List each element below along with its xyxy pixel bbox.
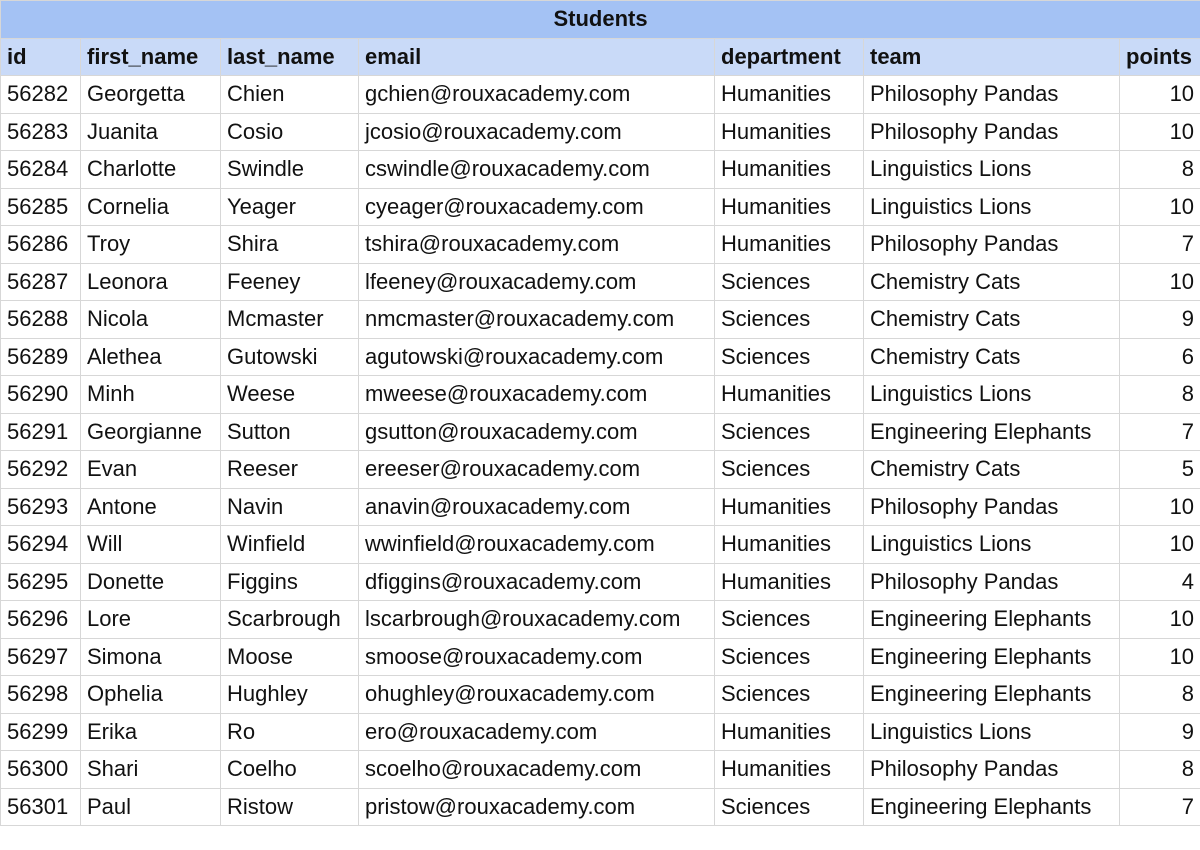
department-cell[interactable]: Humanities <box>715 76 864 114</box>
table-row <box>1 488 1200 526</box>
column-header-team[interactable]: team <box>864 38 1120 76</box>
team-cell[interactable]: Linguistics Lions <box>864 188 1120 226</box>
id-cell[interactable]: 56287 <box>1 263 81 301</box>
points-cell[interactable]: 10 <box>1120 638 1200 676</box>
team-cell[interactable]: Engineering Elephants <box>864 638 1120 676</box>
table-row <box>1 226 1200 264</box>
department-cell[interactable]: Humanities <box>715 376 864 414</box>
id-cell[interactable]: 56295 <box>1 563 81 601</box>
points-cell[interactable]: 10 <box>1120 263 1200 301</box>
last-name-cell[interactable]: Coelho <box>221 751 359 789</box>
last-name-cell[interactable]: Ro <box>221 713 359 751</box>
email-cell[interactable]: smoose@rouxacademy.com <box>359 638 715 676</box>
column-header-points[interactable]: points <box>1120 38 1200 76</box>
department-cell[interactable]: Sciences <box>715 451 864 489</box>
department-cell[interactable]: Humanities <box>715 713 864 751</box>
id-cell[interactable]: 56283 <box>1 113 81 151</box>
table-row <box>1 263 1200 301</box>
table-row <box>1 713 1200 751</box>
last-name-cell[interactable]: Figgins <box>221 563 359 601</box>
department-cell[interactable]: Sciences <box>715 263 864 301</box>
first-name-cell[interactable]: Evan <box>81 451 221 489</box>
id-cell[interactable]: 56297 <box>1 638 81 676</box>
first-name-cell[interactable]: Nicola <box>81 301 221 339</box>
team-cell[interactable]: Engineering Elephants <box>864 788 1120 826</box>
id-cell[interactable]: 56288 <box>1 301 81 339</box>
column-header-last-name[interactable]: last_name <box>221 38 359 76</box>
email-cell[interactable]: anavin@rouxacademy.com <box>359 488 715 526</box>
email-cell[interactable]: cyeager@rouxacademy.com <box>359 188 715 226</box>
table-row <box>1 188 1200 226</box>
table-row <box>1 338 1200 376</box>
points-cell[interactable]: 10 <box>1120 188 1200 226</box>
table-row <box>1 563 1200 601</box>
points-cell[interactable]: 9 <box>1120 713 1200 751</box>
first-name-cell[interactable]: Erika <box>81 713 221 751</box>
points-cell[interactable]: 8 <box>1120 676 1200 714</box>
points-cell[interactable]: 10 <box>1120 488 1200 526</box>
first-name-cell[interactable]: Leonora <box>81 263 221 301</box>
last-name-cell[interactable]: Reeser <box>221 451 359 489</box>
table-row <box>1 301 1200 339</box>
team-cell[interactable]: Linguistics Lions <box>864 713 1120 751</box>
id-cell[interactable]: 56290 <box>1 376 81 414</box>
department-cell[interactable]: Humanities <box>715 113 864 151</box>
points-cell[interactable]: 7 <box>1120 226 1200 264</box>
points-cell[interactable]: 4 <box>1120 563 1200 601</box>
email-cell[interactable]: agutowski@rouxacademy.com <box>359 338 715 376</box>
team-cell[interactable]: Chemistry Cats <box>864 263 1120 301</box>
department-cell[interactable]: Sciences <box>715 301 864 339</box>
department-cell[interactable]: Sciences <box>715 601 864 639</box>
last-name-cell[interactable]: Swindle <box>221 151 359 189</box>
id-cell[interactable]: 56284 <box>1 151 81 189</box>
email-cell[interactable]: lscarbrough@rouxacademy.com <box>359 601 715 639</box>
team-cell[interactable]: Chemistry Cats <box>864 301 1120 339</box>
department-cell[interactable]: Humanities <box>715 488 864 526</box>
email-cell[interactable]: pristow@rouxacademy.com <box>359 788 715 826</box>
id-cell[interactable]: 56300 <box>1 751 81 789</box>
table-body <box>1 76 1200 826</box>
first-name-cell[interactable]: Georgetta <box>81 76 221 114</box>
team-cell[interactable]: Philosophy Pandas <box>864 76 1120 114</box>
email-cell[interactable]: ereeser@rouxacademy.com <box>359 451 715 489</box>
column-header-email[interactable]: email <box>359 38 715 76</box>
last-name-cell[interactable]: Moose <box>221 638 359 676</box>
last-name-cell[interactable]: Shira <box>221 226 359 264</box>
department-cell[interactable]: Sciences <box>715 413 864 451</box>
table-row <box>1 601 1200 639</box>
id-cell[interactable]: 56293 <box>1 488 81 526</box>
table-row <box>1 413 1200 451</box>
email-cell[interactable]: wwinfield@rouxacademy.com <box>359 526 715 564</box>
department-cell[interactable]: Humanities <box>715 526 864 564</box>
column-header-id[interactable]: id <box>1 38 81 76</box>
column-header-department[interactable]: department <box>715 38 864 76</box>
first-name-cell[interactable]: Lore <box>81 601 221 639</box>
email-cell[interactable]: jcosio@rouxacademy.com <box>359 113 715 151</box>
last-name-cell[interactable]: Navin <box>221 488 359 526</box>
team-cell[interactable]: Philosophy Pandas <box>864 751 1120 789</box>
email-cell[interactable]: dfiggins@rouxacademy.com <box>359 563 715 601</box>
first-name-cell[interactable]: Shari <box>81 751 221 789</box>
team-cell[interactable]: Philosophy Pandas <box>864 226 1120 264</box>
first-name-cell[interactable]: Will <box>81 526 221 564</box>
email-cell[interactable]: lfeeney@rouxacademy.com <box>359 263 715 301</box>
first-name-cell[interactable]: Charlotte <box>81 151 221 189</box>
last-name-cell[interactable]: Hughley <box>221 676 359 714</box>
points-cell[interactable]: 10 <box>1120 113 1200 151</box>
email-cell[interactable]: gchien@rouxacademy.com <box>359 76 715 114</box>
first-name-cell[interactable]: Troy <box>81 226 221 264</box>
table-row <box>1 676 1200 714</box>
table-row <box>1 151 1200 189</box>
team-cell[interactable]: Chemistry Cats <box>864 338 1120 376</box>
column-header-first-name[interactable]: first_name <box>81 38 221 76</box>
points-cell[interactable]: 7 <box>1120 413 1200 451</box>
id-cell[interactable]: 56294 <box>1 526 81 564</box>
id-cell[interactable]: 56285 <box>1 188 81 226</box>
id-cell[interactable]: 56282 <box>1 76 81 114</box>
email-cell[interactable]: cswindle@rouxacademy.com <box>359 151 715 189</box>
last-name-cell[interactable]: Feeney <box>221 263 359 301</box>
id-cell[interactable]: 56292 <box>1 451 81 489</box>
first-name-cell[interactable]: Paul <box>81 788 221 826</box>
table-row <box>1 76 1200 114</box>
points-cell[interactable]: 9 <box>1120 301 1200 339</box>
email-cell[interactable]: scoelho@rouxacademy.com <box>359 751 715 789</box>
last-name-cell[interactable]: Weese <box>221 376 359 414</box>
table-row <box>1 526 1200 564</box>
department-cell[interactable]: Humanities <box>715 226 864 264</box>
first-name-cell[interactable]: Ophelia <box>81 676 221 714</box>
points-cell[interactable]: 7 <box>1120 788 1200 826</box>
id-cell[interactable]: 56298 <box>1 676 81 714</box>
last-name-cell[interactable]: Scarbrough <box>221 601 359 639</box>
last-name-cell[interactable]: Winfield <box>221 526 359 564</box>
last-name-cell[interactable]: Sutton <box>221 413 359 451</box>
department-cell[interactable]: Sciences <box>715 338 864 376</box>
first-name-cell[interactable]: Simona <box>81 638 221 676</box>
first-name-cell[interactable]: Minh <box>81 376 221 414</box>
table-row <box>1 376 1200 414</box>
points-cell[interactable]: 8 <box>1120 151 1200 189</box>
table-row <box>1 451 1200 489</box>
team-cell[interactable]: Philosophy Pandas <box>864 488 1120 526</box>
points-cell[interactable]: 8 <box>1120 376 1200 414</box>
title-row <box>1 1 1200 39</box>
id-cell[interactable]: 56296 <box>1 601 81 639</box>
team-cell[interactable]: Engineering Elephants <box>864 676 1120 714</box>
last-name-cell[interactable]: Chien <box>221 76 359 114</box>
id-cell[interactable]: 56291 <box>1 413 81 451</box>
department-cell[interactable]: Humanities <box>715 188 864 226</box>
department-cell[interactable]: Humanities <box>715 151 864 189</box>
first-name-cell[interactable]: Juanita <box>81 113 221 151</box>
table-row <box>1 751 1200 789</box>
id-cell[interactable]: 56286 <box>1 226 81 264</box>
department-cell[interactable]: Humanities <box>715 563 864 601</box>
last-name-cell[interactable]: Yeager <box>221 188 359 226</box>
first-name-cell[interactable]: Donette <box>81 563 221 601</box>
table-title[interactable]: Students <box>1 1 1200 39</box>
email-cell[interactable]: mweese@rouxacademy.com <box>359 376 715 414</box>
header-row <box>1 38 1200 76</box>
points-cell[interactable]: 10 <box>1120 76 1200 114</box>
email-cell[interactable]: ero@rouxacademy.com <box>359 713 715 751</box>
first-name-cell[interactable]: Antone <box>81 488 221 526</box>
first-name-cell[interactable]: Alethea <box>81 338 221 376</box>
points-cell[interactable]: 5 <box>1120 451 1200 489</box>
team-cell[interactable]: Engineering Elephants <box>864 413 1120 451</box>
points-cell[interactable]: 6 <box>1120 338 1200 376</box>
department-cell[interactable]: Sciences <box>715 638 864 676</box>
first-name-cell[interactable]: Cornelia <box>81 188 221 226</box>
id-cell[interactable]: 56301 <box>1 788 81 826</box>
table-row <box>1 113 1200 151</box>
email-cell[interactable]: ohughley@rouxacademy.com <box>359 676 715 714</box>
team-cell[interactable]: Philosophy Pandas <box>864 563 1120 601</box>
email-cell[interactable]: nmcmaster@rouxacademy.com <box>359 301 715 339</box>
team-cell[interactable]: Linguistics Lions <box>864 151 1120 189</box>
last-name-cell[interactable]: Cosio <box>221 113 359 151</box>
last-name-cell[interactable]: Ristow <box>221 788 359 826</box>
team-cell[interactable]: Linguistics Lions <box>864 526 1120 564</box>
id-cell[interactable]: 56299 <box>1 713 81 751</box>
first-name-cell[interactable]: Georgianne <box>81 413 221 451</box>
points-cell[interactable]: 10 <box>1120 526 1200 564</box>
team-cell[interactable]: Chemistry Cats <box>864 451 1120 489</box>
points-cell[interactable]: 8 <box>1120 751 1200 789</box>
department-cell[interactable]: Sciences <box>715 676 864 714</box>
table-row <box>1 788 1200 826</box>
email-cell[interactable]: gsutton@rouxacademy.com <box>359 413 715 451</box>
id-cell[interactable]: 56289 <box>1 338 81 376</box>
department-cell[interactable]: Sciences <box>715 788 864 826</box>
department-cell[interactable]: Humanities <box>715 751 864 789</box>
team-cell[interactable]: Linguistics Lions <box>864 376 1120 414</box>
last-name-cell[interactable]: Gutowski <box>221 338 359 376</box>
team-cell[interactable]: Philosophy Pandas <box>864 113 1120 151</box>
last-name-cell[interactable]: Mcmaster <box>221 301 359 339</box>
table-row <box>1 638 1200 676</box>
points-cell[interactable]: 10 <box>1120 601 1200 639</box>
team-cell[interactable]: Engineering Elephants <box>864 601 1120 639</box>
email-cell[interactable]: tshira@rouxacademy.com <box>359 226 715 264</box>
